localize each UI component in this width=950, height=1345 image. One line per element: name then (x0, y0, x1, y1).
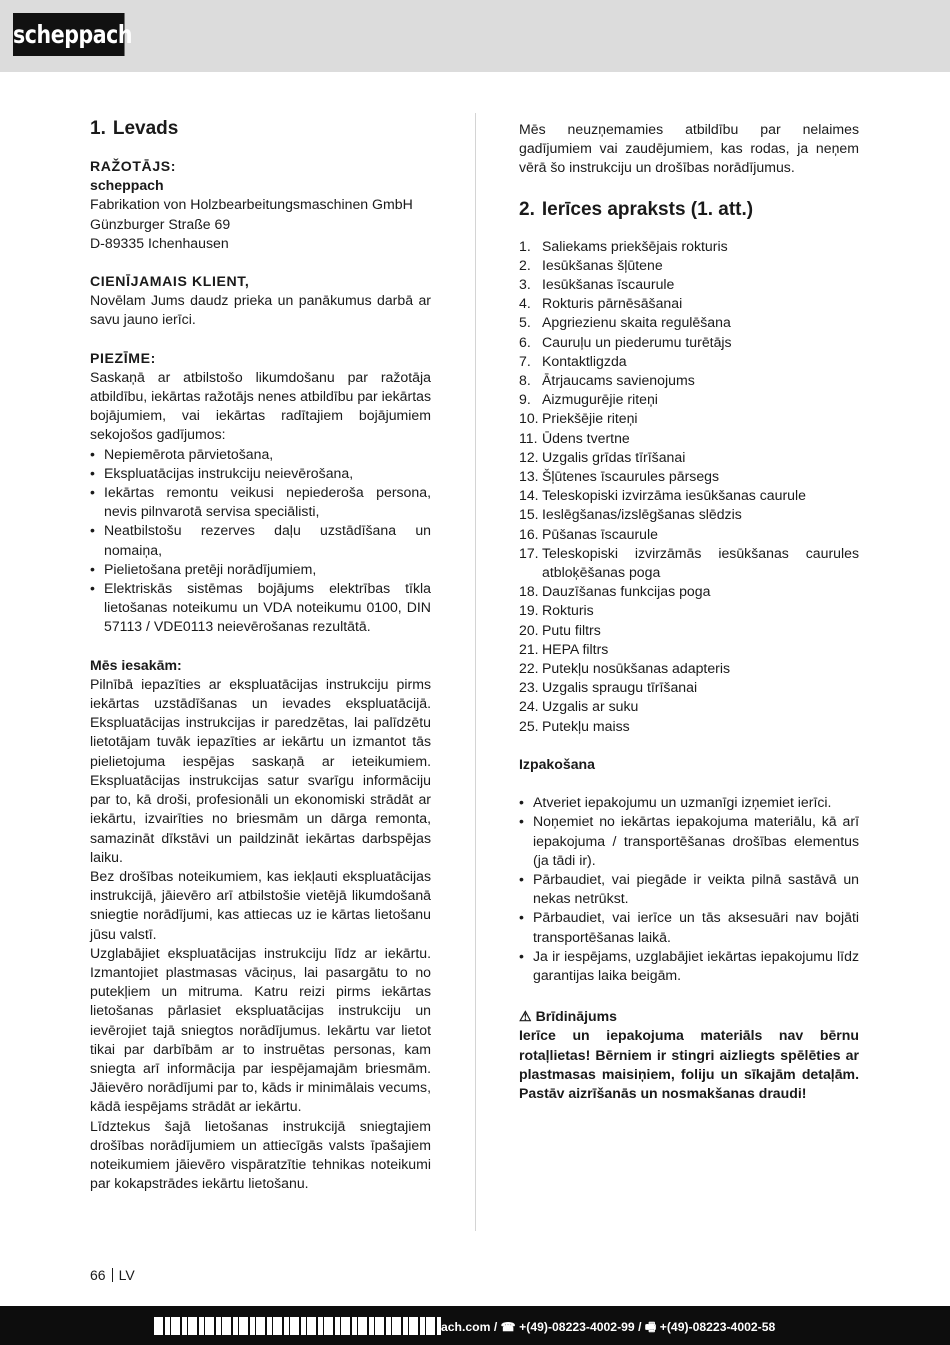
list-item: • Elektriskās sistēmas bojājums elektrības tīkla lietošanas noteikumu un VDA noteikumu 0100, DIN 57113 / VDE0113 neievērošanas rezultātā. (90, 579, 431, 637)
recommend-paragraph: Līdztekus šajā lietošanas instrukcijā sniegtajiem drošības norādījumiem un attiecīgās valsts īpašajiem noteikumiem jāievēro vispāratzītie tehnikas noteikumi par kokapstrādes iekārtu lietošanu. (90, 1117, 431, 1192)
item-number: 11. (519, 429, 538, 446)
item-number: 15. (519, 506, 539, 523)
item-number: 6. (519, 333, 531, 350)
list-item (519, 544, 859, 582)
section-1-number: 1. (90, 118, 106, 139)
note-text: Saskaņā ar atbilstošo likumdošanu par ražotāja atbildību, iekārtas ražotājs nenes atbildību par iekārtas bojājumiem, vai iekārtas radītajiem bojājumiem sekojošos gadījumos: (90, 368, 431, 443)
section-2-title: Ierīces apraksts (1. att.) (541, 198, 754, 220)
item-label: Pūšanas īscaurule (542, 525, 658, 542)
page-header (0, 0, 950, 72)
list-item (519, 333, 859, 352)
item-label: Putu filtrs (542, 621, 601, 638)
obscured-contact-text (154, 1317, 441, 1335)
section-1-heading (90, 117, 431, 141)
list-item (519, 621, 859, 640)
customer-text: Novēlam Jums daudz prieka un panākumus darbā ar savu jauno ierīci. (90, 292, 431, 328)
parts-list (519, 237, 859, 736)
item-label: Rokturis (542, 602, 594, 619)
item-label: Uzgalis grīdas tīrīšanai (542, 448, 686, 465)
item-label: Dauzīšanas funkcijas poga (542, 583, 711, 600)
list-item: • Atveriet iepakojumu un uzmanīgi izņemiet ierīci. (519, 793, 859, 812)
left-column (90, 117, 431, 1193)
item-number: 7. (519, 352, 531, 369)
recommend-paragraph: Uzglabājiet ekspluatācijas instrukciju līdz ar iekārtu. Izmantojiet plastmasas vāciņus, lai pasargātu to no putekļiem un mitruma. Katru reizi pirms iekārtas lietošanas pārlasiet ekspluatācijas instrukciju un ievērojiet tajā sniegtos norādījumus. Iekārtu var lietot tikai par darbībām ar to instruētas personas, kam sniegta arī informācija par iespējamajām briesmām. Jāievēro norādījumi par to, kāds ir minimālais vecums, kādā iespējams strādāt ar iekārtu. (90, 944, 431, 1115)
section-1-title: Levads (112, 118, 179, 139)
column-divider (475, 113, 476, 1231)
unpacking-bullet-list (519, 793, 859, 985)
item-number: 5. (519, 314, 531, 331)
list-item: • Neatbilstošu rezerves daļu uzstādīšana un nomaiņa, (90, 521, 431, 559)
item-number: 24. (519, 698, 539, 715)
list-item: • Ja ir iespējams, uzglabājiet iekārtas iepakojumu līdz garantijas laika beigām. (519, 947, 859, 985)
list-item (519, 409, 859, 428)
item-number: 4. (519, 295, 531, 312)
list-item: • Noņemiet no iekārtas iepakojuma materiālu, kā arī iepakojuma / transportēšanas drošības elementus (ja tādi ir). (519, 812, 859, 870)
item-number: 23. (519, 679, 539, 696)
customer-label: CIENĪJAMAIS KLIENT, (90, 273, 250, 290)
item-label: Iesūkšanas šļūtene (542, 256, 663, 273)
list-item (519, 429, 859, 448)
list-item (519, 640, 859, 659)
item-number: 18. (519, 583, 539, 600)
item-number: 19. (519, 602, 539, 619)
note-label: PIEZĪME: (90, 349, 156, 366)
list-item (519, 237, 859, 256)
item-label: Ūdens tvertne (542, 429, 630, 446)
page-number: 66 (90, 1267, 106, 1283)
item-label: Putekļu nosūkšanas adapteris (542, 660, 731, 677)
item-label: Aizmugurējie riteņi (542, 391, 658, 408)
manufacturer-address-line: D-89335 Ichenhausen (90, 234, 229, 251)
manufacturer-address-line: Günzburger Straße 69 (90, 215, 231, 232)
item-label: Iesūkšanas īscaurule (542, 276, 675, 293)
note-bullet-list (90, 445, 431, 637)
list-item (519, 371, 859, 390)
section-2-heading (519, 198, 859, 222)
item-label: Ieslēgšanas/izslēgšanas slēdzis (542, 506, 742, 523)
section-2-number: 2. (519, 198, 535, 220)
item-label: Uzgalis spraugu tīrīšanai (542, 679, 698, 696)
list-item (519, 467, 859, 486)
contact-info (154, 1317, 775, 1335)
warning-heading (519, 1007, 859, 1026)
manufacturer-brand: scheppach (90, 177, 164, 194)
list-item (519, 390, 859, 409)
unpacking-label: Izpakošana (519, 755, 595, 772)
item-label: Ātrjaucams savienojums (542, 372, 695, 389)
item-number: 17. (519, 544, 539, 561)
item-number: 8. (519, 372, 531, 389)
footer-separator (112, 1268, 113, 1282)
item-label: Cauruļu un piederumu turētājs (542, 333, 732, 350)
list-item (519, 256, 859, 275)
list-item (519, 717, 859, 736)
list-item (519, 678, 859, 697)
right-column (519, 120, 859, 1103)
language-code: LV (118, 1267, 135, 1283)
list-item (519, 697, 859, 716)
list-item: • Iekārtas remontu veikusi nepiederoša persona, nevis pilnvarotā servisa speciālisti, (90, 483, 431, 521)
list-item (519, 505, 859, 524)
item-number: 20. (519, 621, 539, 638)
item-number: 3. (519, 276, 531, 293)
manufacturer-address-line: Fabrikation von Holzbearbeitungsmaschinen GmbH (90, 196, 413, 213)
item-label: Teleskopiski izvirzāmās iesūkšanas caurules atbloķēšanas poga (542, 544, 859, 581)
list-item (519, 448, 859, 467)
item-number: 22. (519, 660, 539, 677)
item-label: Apgriezienu skaita regulēšana (542, 314, 731, 331)
item-number: 12. (519, 448, 539, 465)
contact-bar (0, 1306, 950, 1345)
item-number: 16. (519, 525, 539, 542)
item-label: HEPA filtrs (542, 640, 609, 657)
item-label: Saliekams priekšējais rokturis (542, 237, 728, 254)
list-item (519, 659, 859, 678)
page-footer (90, 1266, 135, 1284)
item-number: 13. (519, 468, 539, 485)
item-number: 9. (519, 391, 531, 408)
scheppach-logo: scheppach (13, 13, 125, 56)
list-item (519, 294, 859, 313)
list-item: • Ekspluatācijas instrukciju neievērošana, (90, 464, 431, 483)
item-label: Uzgalis ar suku (542, 698, 639, 715)
item-label: Teleskopiski izvirzāma iesūkšanas caurule (542, 487, 806, 504)
recommend-paragraph: Bez drošības noteikumiem, kas iekļauti ekspluatācijas instrukcijā, jāievēro arī atbilstošie vietējā likumdošanā sniegtie norādījumi, kas attiecas uz ie kārtas lietošanu jūsu valstī. (90, 867, 431, 942)
list-item (519, 313, 859, 332)
item-label: Priekšējie riteņi (542, 410, 638, 427)
contact-text: ach.com / ☎ +(49)-08223-4002-99 / 🖷 +(49)-08223-4002-58 (441, 1320, 776, 1334)
list-item (519, 582, 859, 601)
list-item: • Pielietošana pretēji norādījumiem, (90, 560, 431, 579)
list-item (519, 275, 859, 294)
item-number: 10. (519, 410, 539, 427)
recommend-label: Mēs iesakām: (90, 656, 182, 673)
item-label: Rokturis pārnēsāšanai (542, 295, 683, 312)
manufacturer-label: RAŽOTĀJS: (90, 158, 177, 174)
list-item: • Pārbaudiet, vai piegāde ir veikta pilnā sastāvā un nekas netrūkst. (519, 870, 859, 908)
item-number: 25. (519, 717, 539, 734)
list-item (519, 486, 859, 505)
item-label: Kontaktligzda (542, 352, 627, 369)
warning-text: Ierīce un iepakojuma materiāls nav bērnu rotaļlietas! Bērniem ir stingri aizliegts spēlēties ar plastmasas maisiņiem, foliju un sīkajām detaļām. Pastāv aizrīšanās un nosmakšanas draudi! (519, 1027, 859, 1101)
warning-title: Brīdinājums (535, 1008, 618, 1025)
list-item (519, 601, 859, 620)
list-item: • Pārbaudiet, vai ierīce un tās aksesuāri nav bojāti transportēšanas laikā. (519, 908, 859, 946)
recommend-paragraph: Pilnībā iepazīties ar ekspluatācijas instrukciju pirms iekārtas uzstādīšanas un ievades ekspluatācijā. Ekspluatācijas instrukcijas ir paredzētas, lai palīdzētu lietotājam tuvāk iepazīties ar iekārtu un izmantot tās pielietojuma iespējas saskaņā ar ieteikumiem. Ekspluatācijas instrukcijas satur svarīgu informāciju par to, kā droši, profesionāli un ekonomiski strādāt ar iekārtu, izvairīties no briesmām un dārga remonta, samazināt dīkstāvi un paildzināt iekārtas darbspējas laiku. (90, 675, 431, 865)
list-item (519, 352, 859, 371)
item-number: 21. (519, 640, 539, 657)
item-label: Putekļu maiss (542, 717, 630, 734)
warning-triangle-icon: ⚠ (519, 1008, 532, 1025)
list-item (519, 525, 859, 544)
liability-text: Mēs neuzņemamies atbildību par nelaimes gadījumiem vai zaudējumiem, kas rodas, ja neņem vērā šo instrukciju un drošības norādījumus. (519, 121, 859, 176)
item-number: 14. (519, 487, 539, 504)
item-label: Šļūtenes īscaurules pārsegs (542, 468, 720, 485)
list-item: • Nepiemērota pārvietošana, (90, 445, 431, 464)
item-number: 1. (519, 237, 531, 254)
item-number: 2. (519, 256, 531, 273)
